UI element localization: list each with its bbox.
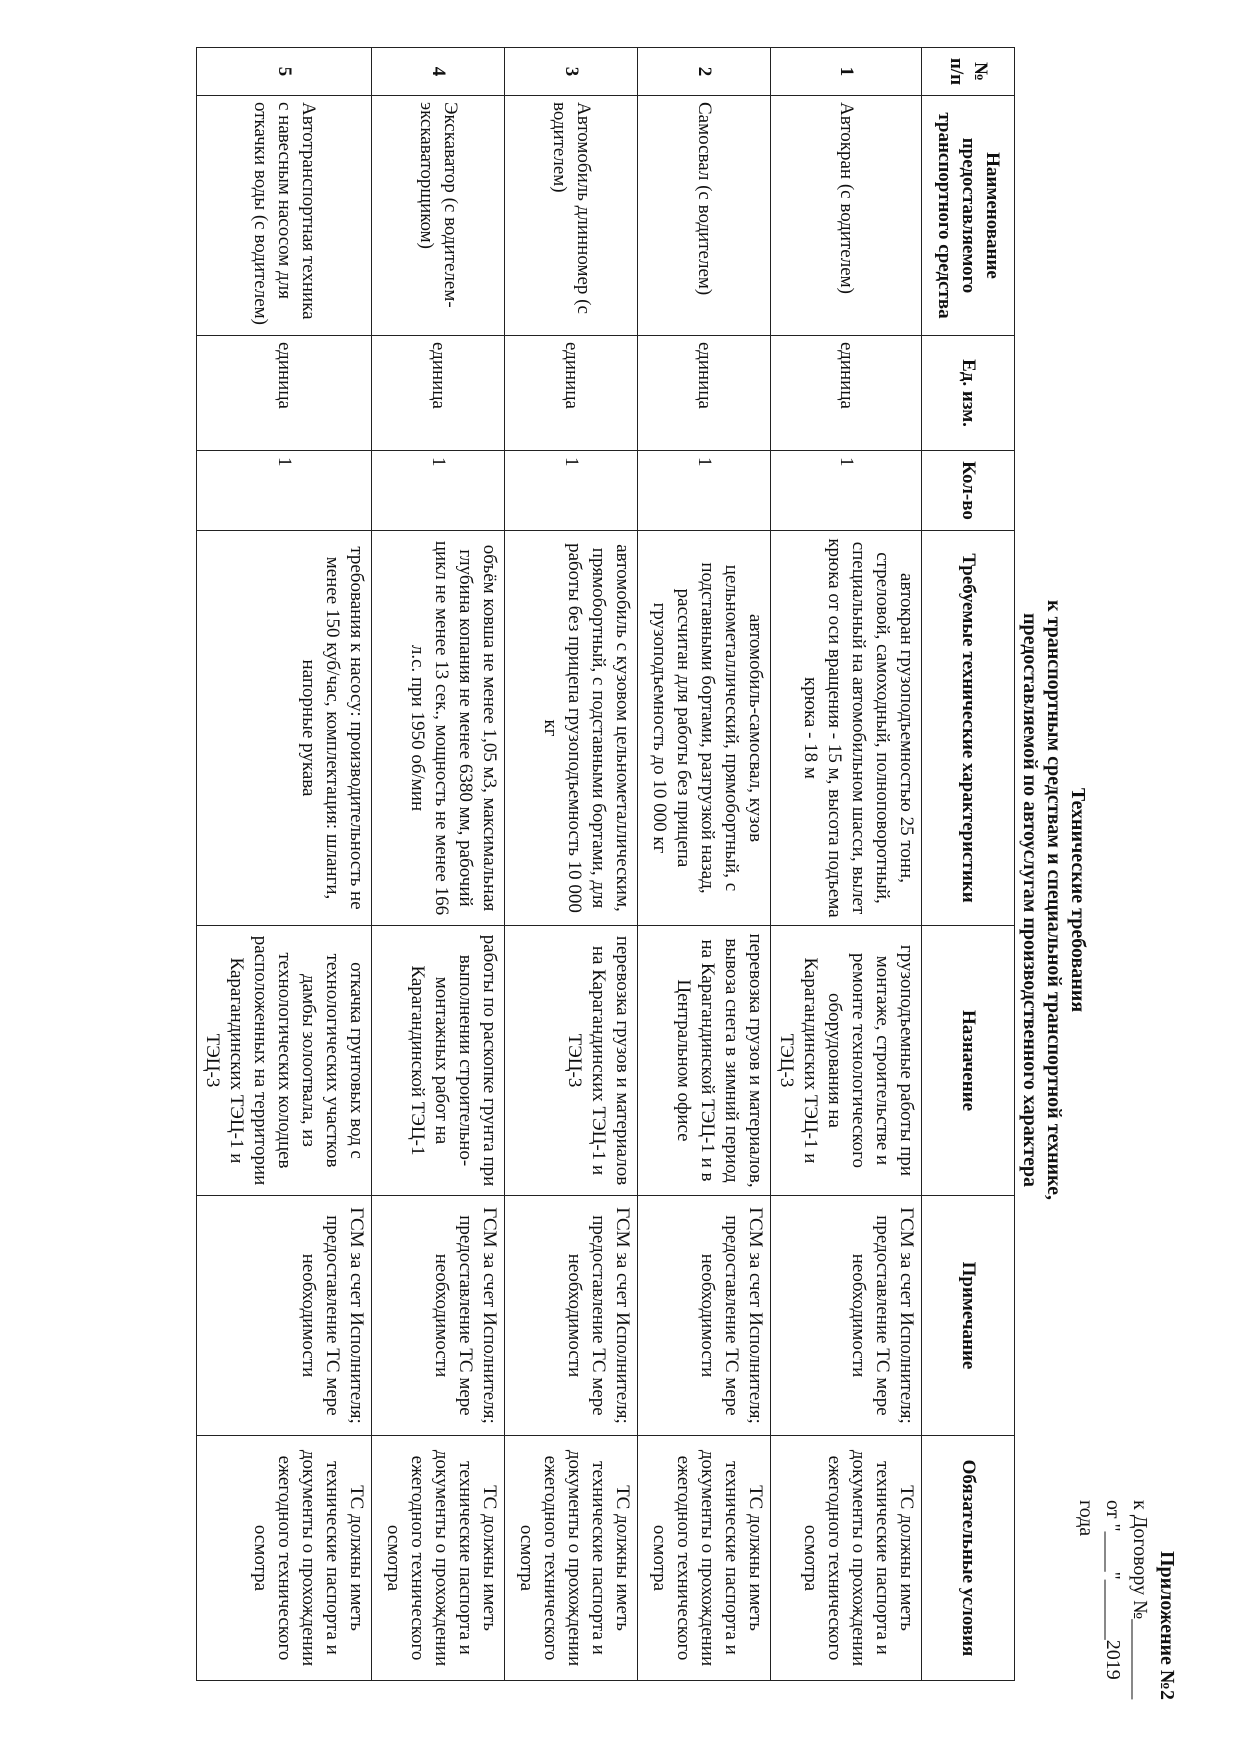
header-num: № п/п <box>922 48 1015 96</box>
purpose-cell: перевозка грузов и материалов на Карагандинских ТЭЦ-1 и ТЭЦ-3 <box>505 926 638 1196</box>
contract-reference: к Договору №________ <box>1129 1500 1151 1700</box>
vehicle-name: Автокран (с водителем) <box>771 96 922 336</box>
header-row <box>922 48 1015 1681</box>
quantity-cell: 1 <box>372 451 505 531</box>
unit-cell: единица <box>197 336 372 451</box>
purpose-cell: перевозка грузов и материалов, вывоза снега в зимний период на Карагандинской ТЭЦ-1 и в Центральном офисе <box>638 926 771 1196</box>
note-cell: ГСМ за счет Исполнителя; предоставление ТС мере необходимости <box>505 1196 638 1436</box>
table-row <box>197 48 372 1681</box>
table-row <box>372 48 505 1681</box>
vehicle-name: Экскаватор (с водителем-экскаваторщиком) <box>372 96 505 336</box>
conditions-cell: ТС должны иметь технические паспорта и документы о прохождении ежегодного технического осмотра <box>771 1436 922 1681</box>
row-number: 1 <box>771 48 922 96</box>
contract-date: от "____"______2019 года <box>1075 1500 1124 1680</box>
purpose-cell: работы по раскопке грунта при выполнении строительно-монтажных работ на Карагандинской ТЭЦ-1 <box>372 926 505 1196</box>
vehicle-name: Автотранспортная техника с навесным насосом для откачки воды (с водителем) <box>197 96 372 336</box>
unit-cell: единица <box>771 336 922 451</box>
header-name: Наименование предоставляемого транспортного средства <box>922 96 1015 336</box>
vehicle-name: Автомобиль длинномер (с водителем) <box>505 96 638 336</box>
quantity-cell: 1 <box>771 451 922 531</box>
header-purpose: Назначение <box>922 926 1015 1196</box>
note-cell: ГСМ за счет Исполнителя; предоставление ТС мере необходимости <box>372 1196 505 1436</box>
document-title <box>1018 200 1090 1600</box>
header-conditions: Обязательные условия <box>922 1436 1015 1681</box>
specs-cell: автокран грузоподъемностью 25 тонн, стреловой, самоходный, полноповоротный, специальный на автомобильном шасси, вылет крюка от оси вращения - 15 м, высота подъема крюка - 18 м <box>771 531 922 926</box>
requirements-table <box>196 47 1015 1681</box>
title-line-3: предоставляемой по автоуслугам производственного характера <box>1019 612 1041 1188</box>
header-specs: Требуемые технические характеристики <box>922 531 1015 926</box>
header-note: Примечание <box>922 1196 1015 1436</box>
purpose-cell: грузоподъемные работы при монтаже, строительстве и ремонте технологического оборудования на Карагандинских ТЭЦ-1 и ТЭЦ-3 <box>771 926 922 1196</box>
title-line-1: Технические требования <box>1067 787 1089 1013</box>
table-row <box>638 48 771 1681</box>
table-row <box>771 48 922 1681</box>
specs-cell: объём ковша не менее 1,05 м3, максимальная глубина копания не менее 6380 мм, рабочий цикл не менее 13 сек., мощность не менее 166 л.с. при 1950 об/мин <box>372 531 505 926</box>
quantity-cell: 1 <box>505 451 638 531</box>
quantity-cell: 1 <box>638 451 771 531</box>
unit-cell: единица <box>372 336 505 451</box>
specs-cell: автомобиль с кузовом цельнометаллическим, прямобортный, с подставными бортами, для работы без прицепа грузоподъемность 10 000 кг <box>505 531 638 926</box>
title-line-2: к транспортным средствам и специальной транспортной технике, <box>1043 600 1065 1200</box>
specs-cell: требования к насосу: производительность не менее 150 куб/час, комплектация: шланги, напорные рукава <box>197 531 372 926</box>
unit-cell: единица <box>638 336 771 451</box>
unit-cell: единица <box>505 336 638 451</box>
appendix-title: Приложение №2 <box>1156 1550 1178 1700</box>
purpose-cell: откачка грунтовых вод с технологических участков дамбы золоотвала, из технологических колодцев расположенных на территории Карагандинских ТЭЦ-1 и ТЭЦ-3 <box>197 926 372 1196</box>
note-cell: ГСМ за счет Исполнителя; предоставление ТС мере необходимости <box>771 1196 922 1436</box>
specs-cell: автомобиль-самосвал, кузов цельнометаллический, прямобортный, с подставными бортами, разгрузкой назад, рассчитан для работы без прицепа грузоподъемность до 10 000 кг <box>638 531 771 926</box>
vehicle-name: Самосвал (с водителем) <box>638 96 771 336</box>
conditions-cell: ТС должны иметь технические паспорта и документы о прохождении ежегодного технического осмотра <box>638 1436 771 1681</box>
row-number: 4 <box>372 48 505 96</box>
row-number: 2 <box>638 48 771 96</box>
header-qty: Кол-во <box>922 451 1015 531</box>
quantity-cell: 1 <box>197 451 372 531</box>
note-cell: ГСМ за счет Исполнителя; предоставление ТС мере необходимости <box>197 1196 372 1436</box>
note-cell: ГСМ за счет Исполнителя; предоставление ТС мере необходимости <box>638 1196 771 1436</box>
row-number: 3 <box>505 48 638 96</box>
conditions-cell: ТС должны иметь технические паспорта и документы о прохождении ежегодного технического осмотра <box>197 1436 372 1681</box>
header-unit: Ед. изм. <box>922 336 1015 451</box>
table-row <box>505 48 638 1681</box>
row-number: 5 <box>197 48 372 96</box>
conditions-cell: ТС должны иметь технические паспорта и документы о прохождении ежегодного технического осмотра <box>372 1436 505 1681</box>
conditions-cell: ТС должны иметь технические паспорта и документы о прохождении ежегодного технического осмотра <box>505 1436 638 1681</box>
